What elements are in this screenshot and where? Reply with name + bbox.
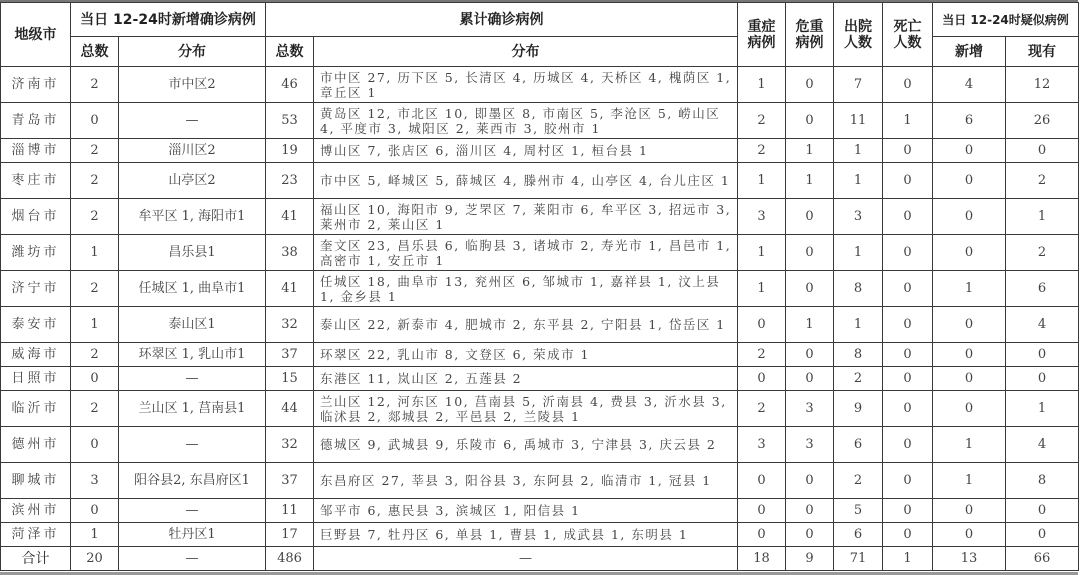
cell-discharged: 5 [834, 499, 883, 523]
cell-deaths: 0 [883, 199, 933, 235]
cell-suspected-new: 0 [933, 307, 1006, 343]
table-header [1, 3, 1079, 67]
cell-suspected-new: 4 [933, 67, 1006, 103]
cell-deaths: 0 [883, 67, 933, 103]
cell-deaths: 0 [883, 463, 933, 499]
table-row [1, 343, 1079, 367]
cell-suspected-new: 0 [933, 523, 1006, 547]
cell-suspected-current: 1 [1006, 391, 1079, 427]
cell-cumulative-total: 37 [266, 463, 314, 499]
cell-new-total: 2 [71, 343, 119, 367]
cell-critical: 0 [786, 103, 834, 139]
cell-deaths: 0 [883, 343, 933, 367]
cell-city: 德州市 [1, 427, 71, 463]
cell-cumulative-distribution: 东昌府区 27, 莘县 3, 阳谷县 3, 东阿县 2, 临清市 1, 冠县 1 [314, 463, 738, 499]
cell-city: 潍坊市 [1, 235, 71, 271]
cell-city: 烟台市 [1, 199, 71, 235]
cell-discharged: 1 [834, 139, 883, 163]
cell-city: 青岛市 [1, 103, 71, 139]
cell-new-distribution: 环翠区 1, 乳山市1 [119, 343, 266, 367]
header-discharged [834, 3, 883, 67]
cell-deaths: 0 [883, 139, 933, 163]
cell-critical: 3 [786, 391, 834, 427]
cell-suspected-current: 1 [1006, 199, 1079, 235]
header-new-total: 总数 [71, 37, 119, 67]
cell-cumulative-total: 23 [266, 163, 314, 199]
cell-deaths: 0 [883, 499, 933, 523]
cell-cumulative-total: 11 [266, 499, 314, 523]
cell-suspected-current: 0 [1006, 343, 1079, 367]
header-cumulative-total: 总数 [266, 37, 314, 67]
cell-cumulative-distribution: 泰山区 22, 新泰市 4, 肥城市 2, 东平县 2, 宁阳县 1, 岱岳区 1 [314, 307, 738, 343]
cell-severe: 3 [738, 199, 786, 235]
cell-critical: 0 [786, 343, 834, 367]
table-body [1, 67, 1079, 571]
cell-suspected-new: 0 [933, 367, 1006, 391]
cell-total-new-total: 20 [71, 547, 119, 571]
cell-severe: 0 [738, 523, 786, 547]
cell-cumulative-total: 32 [266, 427, 314, 463]
cell-critical: 3 [786, 427, 834, 463]
covid-cases-table [0, 2, 1079, 571]
cell-new-total: 0 [71, 499, 119, 523]
table-row [1, 391, 1079, 427]
cell-severe: 1 [738, 235, 786, 271]
cell-suspected-new: 0 [933, 163, 1006, 199]
cell-new-total: 0 [71, 427, 119, 463]
cell-cumulative-distribution: 市中区 5, 峄城区 5, 薛城区 4, 滕州市 4, 山亭区 4, 台儿庄区 1 [314, 163, 738, 199]
cell-suspected-new: 0 [933, 139, 1006, 163]
cell-cumulative-distribution: 德城区 9, 武城县 9, 乐陵市 6, 禹城市 3, 宁津县 3, 庆云县 2 [314, 427, 738, 463]
cell-new-distribution: — [119, 367, 266, 391]
table-row [1, 427, 1079, 463]
cell-suspected-current: 2 [1006, 163, 1079, 199]
header-critical [786, 3, 834, 67]
table-row [1, 307, 1079, 343]
cell-cumulative-total: 17 [266, 523, 314, 547]
cell-new-total: 1 [71, 235, 119, 271]
cell-critical: 1 [786, 307, 834, 343]
cell-critical: 0 [786, 367, 834, 391]
cell-suspected-new: 0 [933, 499, 1006, 523]
cell-cumulative-distribution: 市中区 27, 历下区 5, 长清区 4, 历城区 4, 天桥区 4, 槐荫区 1, 章丘区 1 [314, 67, 738, 103]
header-severe-line1: 重症 [747, 18, 776, 35]
cell-deaths: 0 [883, 163, 933, 199]
cell-deaths: 0 [883, 235, 933, 271]
cell-city: 济宁市 [1, 271, 71, 307]
cell-total-deaths: 1 [883, 547, 933, 571]
cell-cumulative-total: 41 [266, 199, 314, 235]
cell-new-total: 1 [71, 523, 119, 547]
cell-discharged: 8 [834, 343, 883, 367]
header-deaths-line2: 人数 [893, 34, 922, 51]
table-row [1, 235, 1079, 271]
cell-total-new-distribution: — [119, 547, 266, 571]
cell-new-total: 2 [71, 271, 119, 307]
cell-suspected-new: 0 [933, 391, 1006, 427]
cell-suspected-current: 6 [1006, 271, 1079, 307]
header-cumulative-distribution: 分布 [314, 37, 738, 67]
cell-suspected-current: 0 [1006, 139, 1079, 163]
header-severe [738, 3, 786, 67]
cell-suspected-current: 0 [1006, 499, 1079, 523]
cell-total-discharged: 71 [834, 547, 883, 571]
cell-suspected-current: 26 [1006, 103, 1079, 139]
cell-severe: 0 [738, 367, 786, 391]
cell-discharged: 2 [834, 367, 883, 391]
cell-critical: 0 [786, 523, 834, 547]
header-suspected-group: 当日 12-24时疑似病例 [933, 3, 1079, 37]
cell-new-total: 2 [71, 67, 119, 103]
cell-city: 菏泽市 [1, 523, 71, 547]
table-row [1, 199, 1079, 235]
cell-suspected-new: 0 [933, 235, 1006, 271]
cell-cumulative-total: 41 [266, 271, 314, 307]
cell-city: 枣庄市 [1, 163, 71, 199]
header-critical-line1: 危重 [795, 18, 824, 35]
cell-critical: 0 [786, 199, 834, 235]
cell-new-total: 0 [71, 367, 119, 391]
cell-severe: 2 [738, 343, 786, 367]
cell-discharged: 6 [834, 523, 883, 547]
cell-new-distribution: 牟平区 1, 海阳市1 [119, 199, 266, 235]
cell-suspected-new: 1 [933, 463, 1006, 499]
cell-cumulative-total: 38 [266, 235, 314, 271]
cell-suspected-new: 0 [933, 343, 1006, 367]
cell-new-distribution: 淄川区2 [119, 139, 266, 163]
cell-new-distribution: — [119, 499, 266, 523]
cell-discharged: 1 [834, 235, 883, 271]
cell-cumulative-distribution: 兰山区 12, 河东区 10, 莒南县 5, 沂南县 4, 费县 3, 沂水县 3, 临沭县 2, 郯城县 2, 平邑县 2, 兰陵县 1 [314, 391, 738, 427]
cell-new-distribution: 任城区 1, 曲阜市1 [119, 271, 266, 307]
cell-cumulative-total: 15 [266, 367, 314, 391]
cell-new-distribution: — [119, 427, 266, 463]
cell-severe: 1 [738, 163, 786, 199]
cell-deaths: 0 [883, 391, 933, 427]
cell-critical: 0 [786, 235, 834, 271]
cell-deaths: 0 [883, 307, 933, 343]
covid-cases-table-container [0, 2, 1078, 571]
cell-critical: 0 [786, 463, 834, 499]
cell-total-severe: 18 [738, 547, 786, 571]
cell-new-total: 2 [71, 391, 119, 427]
cell-severe: 0 [738, 499, 786, 523]
cell-deaths: 1 [883, 103, 933, 139]
table-row [1, 163, 1079, 199]
cell-city: 滨州市 [1, 499, 71, 523]
cell-total-label: 合计 [1, 547, 71, 571]
table-row [1, 499, 1079, 523]
cell-suspected-current: 12 [1006, 67, 1079, 103]
cell-city: 日照市 [1, 367, 71, 391]
cell-new-total: 1 [71, 307, 119, 343]
cell-suspected-current: 0 [1006, 367, 1079, 391]
cell-critical: 1 [786, 163, 834, 199]
cell-severe: 1 [738, 271, 786, 307]
cell-deaths: 0 [883, 523, 933, 547]
header-severe-line2: 病例 [747, 34, 776, 51]
table-row [1, 523, 1079, 547]
cell-severe: 2 [738, 103, 786, 139]
cell-cumulative-total: 37 [266, 343, 314, 367]
cell-deaths: 0 [883, 367, 933, 391]
cell-suspected-new: 6 [933, 103, 1006, 139]
header-discharged-line2: 人数 [844, 34, 872, 51]
cell-discharged: 1 [834, 163, 883, 199]
cell-suspected-new: 1 [933, 427, 1006, 463]
cell-cumulative-distribution: 博山区 7, 张店区 6, 淄川区 4, 周村区 1, 桓台县 1 [314, 139, 738, 163]
cell-discharged: 11 [834, 103, 883, 139]
cell-new-distribution: 昌乐县1 [119, 235, 266, 271]
header-discharged-line1: 出院 [844, 18, 872, 35]
cell-new-distribution: 泰山区1 [119, 307, 266, 343]
cell-severe: 2 [738, 139, 786, 163]
cell-discharged: 7 [834, 67, 883, 103]
cell-critical: 0 [786, 271, 834, 307]
cell-new-total: 2 [71, 139, 119, 163]
cell-cumulative-distribution: 巨野县 7, 牡丹区 6, 单县 1, 曹县 1, 成武县 1, 东明县 1 [314, 523, 738, 547]
table-row [1, 463, 1079, 499]
cell-cumulative-distribution: 东港区 11, 岚山区 2, 五莲县 2 [314, 367, 738, 391]
cell-cumulative-distribution: 任城区 18, 曲阜市 13, 兖州区 6, 邹城市 1, 嘉祥县 1, 汶上县 1, 金乡县 1 [314, 271, 738, 307]
header-deaths-line1: 死亡 [893, 18, 922, 35]
cell-cumulative-distribution: 邹平市 6, 惠民县 3, 滨城区 1, 阳信县 1 [314, 499, 738, 523]
cell-new-distribution: 兰山区 1, 莒南县1 [119, 391, 266, 427]
cell-cumulative-total: 46 [266, 67, 314, 103]
cell-cumulative-distribution: 黄岛区 12, 市北区 10, 即墨区 8, 市南区 5, 李沧区 5, 崂山区 4, 平度市 3, 城阳区 2, 莱西市 3, 胶州市 1 [314, 103, 738, 139]
header-new-distribution: 分布 [119, 37, 266, 67]
table-row [1, 67, 1079, 103]
cell-suspected-current: 4 [1006, 307, 1079, 343]
cell-total-cumulative-total: 486 [266, 547, 314, 571]
cell-city: 威海市 [1, 343, 71, 367]
table-row [1, 367, 1079, 391]
cell-discharged: 6 [834, 427, 883, 463]
cell-severe: 1 [738, 67, 786, 103]
cell-total-suspected-new: 13 [933, 547, 1006, 571]
cell-cumulative-total: 32 [266, 307, 314, 343]
cell-suspected-current: 4 [1006, 427, 1079, 463]
cell-discharged: 9 [834, 391, 883, 427]
cell-severe: 0 [738, 307, 786, 343]
cell-new-distribution: 牡丹区1 [119, 523, 266, 547]
cell-cumulative-distribution: 环翠区 22, 乳山市 8, 文登区 6, 荣成市 1 [314, 343, 738, 367]
table-row [1, 271, 1079, 307]
cell-city: 济南市 [1, 67, 71, 103]
cell-cumulative-distribution: 福山区 10, 海阳市 9, 芝罘区 7, 莱阳市 6, 牟平区 3, 招远市 3, 莱州市 2, 莱山区 1 [314, 199, 738, 235]
cell-suspected-current: 2 [1006, 235, 1079, 271]
cell-new-total: 3 [71, 463, 119, 499]
cell-total-suspected-current: 66 [1006, 547, 1079, 571]
cell-discharged: 1 [834, 307, 883, 343]
header-suspected-new: 新增 [933, 37, 1006, 67]
cell-new-total: 0 [71, 103, 119, 139]
cell-discharged: 2 [834, 463, 883, 499]
cell-deaths: 0 [883, 271, 933, 307]
cell-new-total: 2 [71, 199, 119, 235]
cell-suspected-current: 8 [1006, 463, 1079, 499]
cell-suspected-new: 1 [933, 271, 1006, 307]
cell-deaths: 0 [883, 427, 933, 463]
header-critical-line2: 病例 [795, 34, 824, 51]
cell-city: 临沂市 [1, 391, 71, 427]
cell-city: 淄博市 [1, 139, 71, 163]
header-suspected-current: 现有 [1006, 37, 1079, 67]
cell-severe: 2 [738, 391, 786, 427]
cell-city: 聊城市 [1, 463, 71, 499]
cell-new-distribution: — [119, 103, 266, 139]
cell-severe: 3 [738, 427, 786, 463]
header-city: 地级市 [1, 3, 71, 67]
cell-suspected-new: 0 [933, 199, 1006, 235]
cell-new-total: 2 [71, 163, 119, 199]
cell-new-distribution: 市中区2 [119, 67, 266, 103]
cell-new-distribution: 山亭区2 [119, 163, 266, 199]
table-row [1, 139, 1079, 163]
cell-discharged: 3 [834, 199, 883, 235]
table-row [1, 103, 1079, 139]
table-total-row [1, 547, 1079, 571]
cell-cumulative-total: 53 [266, 103, 314, 139]
cell-cumulative-total: 19 [266, 139, 314, 163]
cell-severe: 0 [738, 463, 786, 499]
header-new-confirmed-group: 当日 12-24时新增确诊病例 [71, 3, 266, 37]
cell-city: 泰安市 [1, 307, 71, 343]
cell-critical: 0 [786, 67, 834, 103]
cell-cumulative-distribution: 奎文区 23, 昌乐县 6, 临朐县 3, 诸城市 2, 寿光市 1, 昌邑市 1, 高密市 1, 安丘市 1 [314, 235, 738, 271]
cell-discharged: 8 [834, 271, 883, 307]
cell-critical: 0 [786, 499, 834, 523]
header-cumulative-group: 累计确诊病例 [266, 3, 738, 37]
cell-cumulative-total: 44 [266, 391, 314, 427]
cell-suspected-current: 0 [1006, 523, 1079, 547]
header-deaths [883, 3, 933, 67]
cell-total-critical: 9 [786, 547, 834, 571]
cell-total-cumulative-distribution: — [314, 547, 738, 571]
cell-critical: 1 [786, 139, 834, 163]
cell-new-distribution: 阳谷县2, 东昌府区1 [119, 463, 266, 499]
